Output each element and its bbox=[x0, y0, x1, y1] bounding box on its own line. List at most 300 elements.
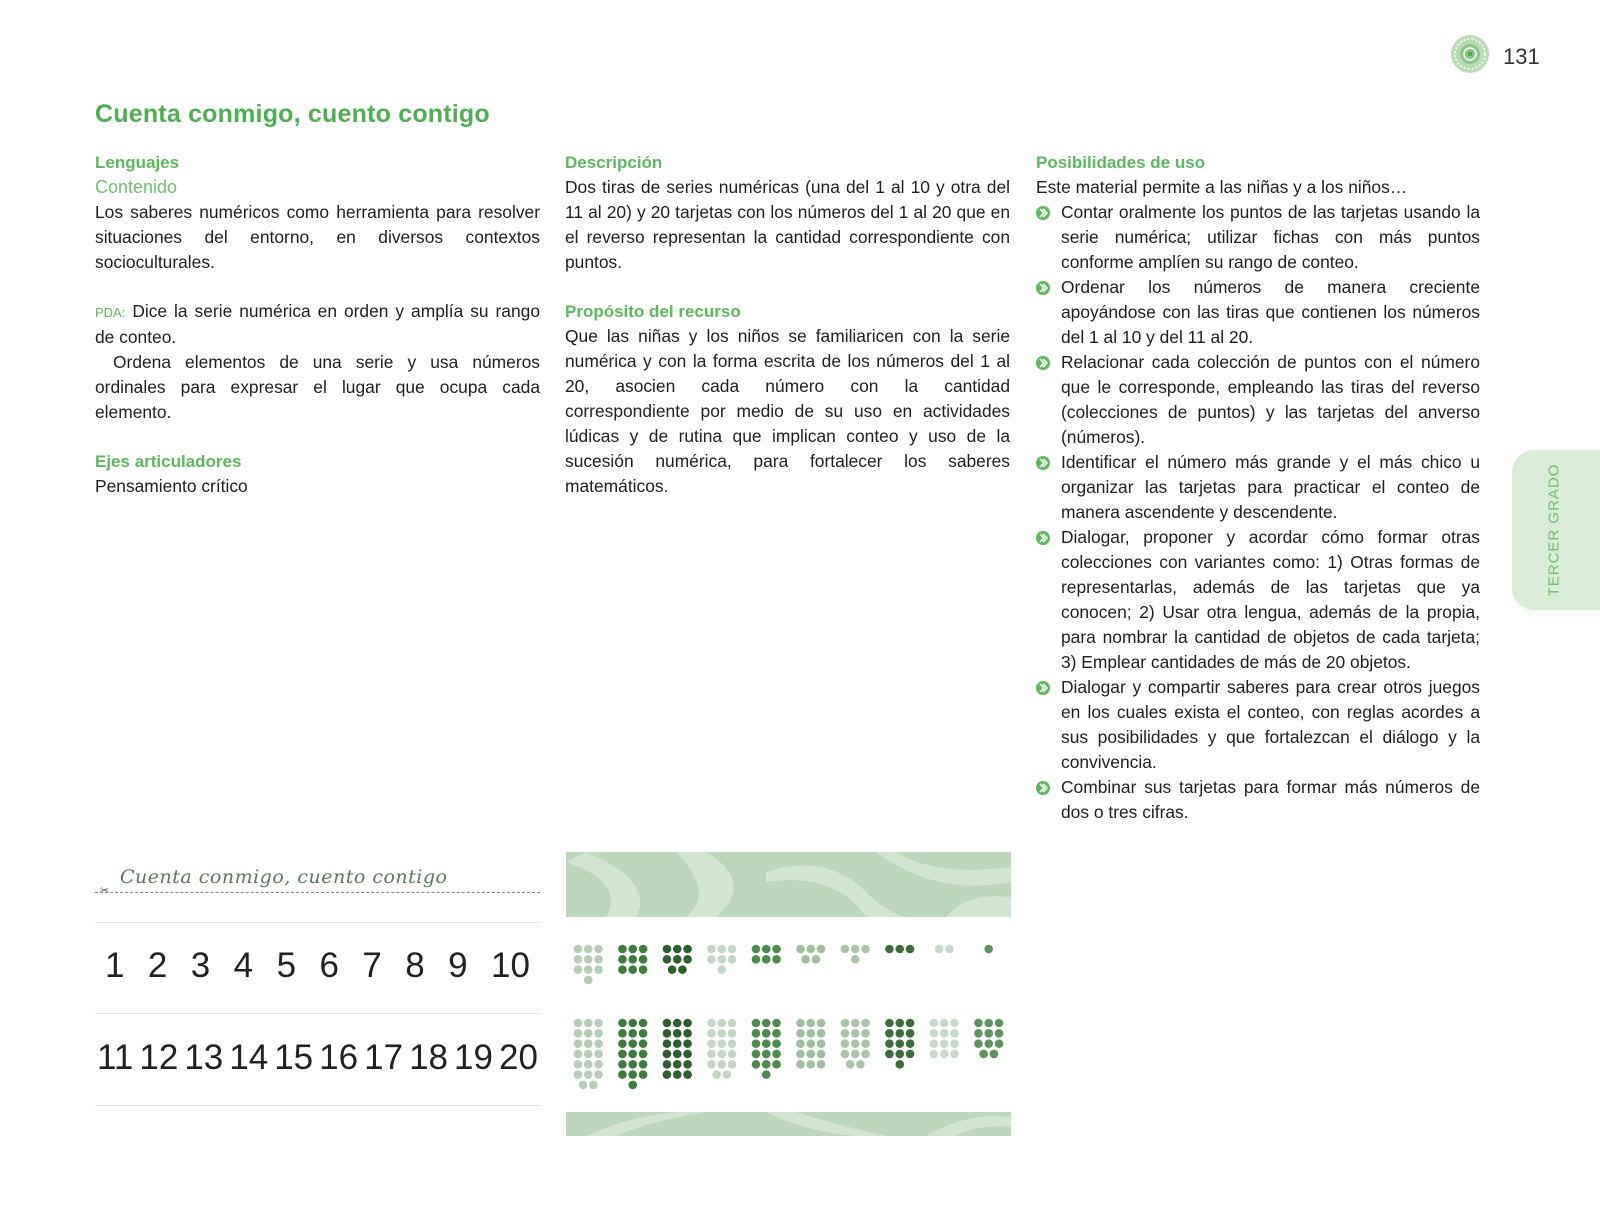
number-cell: 4 bbox=[233, 946, 254, 985]
dot bbox=[594, 1050, 603, 1059]
dot bbox=[584, 1070, 593, 1079]
number-cell: 18 bbox=[409, 1038, 449, 1077]
dot bbox=[895, 1029, 904, 1038]
dot bbox=[683, 1019, 692, 1028]
strip-title: Cuenta conmigo, cuento contigo bbox=[120, 866, 448, 888]
dot bbox=[594, 955, 603, 964]
posibilidades-intro: Este material permite a las niñas y a los niños… bbox=[1036, 177, 1408, 197]
dot bbox=[752, 945, 761, 954]
dot bbox=[851, 1029, 860, 1038]
double-chevron-icon bbox=[1036, 681, 1052, 695]
dot bbox=[712, 1070, 721, 1079]
list-item: Ordenar los números de manera creciente apoyándose con las tiras que contienen los números del 1 al 10 y del 11 al 20. bbox=[1036, 275, 1480, 350]
dot bbox=[707, 945, 716, 954]
dot bbox=[974, 1019, 983, 1028]
dot bbox=[574, 965, 583, 974]
dot bbox=[628, 965, 637, 974]
dot bbox=[673, 1029, 682, 1038]
dot bbox=[639, 965, 648, 974]
number-cell: 16 bbox=[319, 1038, 359, 1077]
dot bbox=[851, 945, 860, 954]
number-cell: 3 bbox=[190, 946, 211, 985]
dot bbox=[663, 1019, 672, 1028]
contenido-heading: Contenido bbox=[95, 177, 178, 197]
dot bbox=[594, 1070, 603, 1079]
dot bbox=[950, 1029, 959, 1038]
dot bbox=[772, 1050, 781, 1059]
list-item: Dialogar y compartir saberes para crear otros juegos en los cuales exista el conteo, con reglas acordes a sus posibilidades y que fortalezcan el diálogo y la convivencia. bbox=[1036, 675, 1480, 775]
dot bbox=[683, 945, 692, 954]
dot bbox=[618, 1070, 627, 1079]
dot bbox=[589, 1081, 598, 1090]
dot bbox=[885, 1019, 894, 1028]
dot bbox=[940, 1029, 949, 1038]
number-cell: 19 bbox=[454, 1038, 493, 1077]
dot bbox=[906, 1050, 915, 1059]
dot bbox=[801, 955, 810, 964]
dot bbox=[762, 1019, 771, 1028]
dot bbox=[673, 1050, 682, 1059]
list-item: Contar oralmente los puntos de las tarjetas usando la serie numérica; utilizar fichas con más puntos conforme amplíen su rango de conteo. bbox=[1036, 200, 1480, 275]
dot bbox=[895, 945, 904, 954]
dot bbox=[707, 1050, 716, 1059]
dot bbox=[885, 1039, 894, 1048]
list-item: Identificar el número más grande y el más chico u organizar las tarjetas para practicar el conteo de manera ascendente y descendente. bbox=[1036, 450, 1480, 525]
dot bbox=[584, 1039, 593, 1048]
page-title: Cuenta conmigo, cuento contigo bbox=[95, 100, 490, 128]
number-cell: 15 bbox=[274, 1038, 314, 1077]
dot bbox=[762, 955, 771, 964]
dot bbox=[574, 1060, 583, 1069]
dot bbox=[841, 945, 850, 954]
dot bbox=[594, 1019, 603, 1028]
dot bbox=[618, 965, 627, 974]
dot bbox=[717, 945, 726, 954]
dot bbox=[851, 1039, 860, 1048]
dot bbox=[990, 1050, 999, 1059]
uses-list bbox=[1036, 200, 1480, 825]
dot bbox=[817, 945, 826, 954]
list-item: Dialogar, proponer y acordar cómo formar otras colecciones con variantes como: 1) Otras formas de representarlas, además de las tarjetas que ya conocen; 2) Usar otra lengua, además de la propia, para nombrar la cantidad de objetos de cada tarjeta; 3) Emplear cantidades de más de 20 objetos. bbox=[1036, 525, 1480, 675]
dot-card bbox=[796, 1019, 825, 1069]
dot bbox=[707, 1039, 716, 1048]
dot bbox=[945, 945, 954, 954]
dot bbox=[762, 1050, 771, 1059]
number-cell: 7 bbox=[362, 946, 382, 985]
dot-cards-row-2 bbox=[566, 1015, 1011, 1105]
dot bbox=[663, 1039, 672, 1048]
dot bbox=[584, 1019, 593, 1028]
dot bbox=[974, 1039, 983, 1048]
dot bbox=[639, 1070, 648, 1079]
dot bbox=[618, 1060, 627, 1069]
dot bbox=[673, 955, 682, 964]
dot bbox=[584, 1050, 593, 1059]
dot bbox=[772, 1060, 781, 1069]
dot bbox=[618, 1029, 627, 1038]
dot bbox=[930, 1019, 939, 1028]
dot bbox=[584, 945, 593, 954]
dot bbox=[574, 945, 583, 954]
dot bbox=[752, 955, 761, 964]
list-item: Combinar sus tarjetas para formar más números de dos o tres cifras. bbox=[1036, 775, 1480, 825]
dot bbox=[846, 1060, 855, 1069]
number-cell: 8 bbox=[405, 946, 425, 985]
page-number: 131 bbox=[1503, 44, 1540, 69]
dot-card bbox=[663, 945, 692, 974]
dot bbox=[728, 955, 737, 964]
dot bbox=[772, 1039, 781, 1048]
dot bbox=[707, 955, 716, 964]
dot bbox=[594, 1039, 603, 1048]
pda-text: Dice la serie numérica en orden y amplía su rango de conteo. bbox=[95, 301, 540, 347]
dot bbox=[673, 945, 682, 954]
dot bbox=[895, 1039, 904, 1048]
zebra-band-top bbox=[566, 852, 1011, 917]
dot bbox=[851, 1050, 860, 1059]
dot bbox=[841, 1019, 850, 1028]
dot bbox=[752, 1050, 761, 1059]
dot-card bbox=[752, 1019, 781, 1079]
dot bbox=[728, 1060, 737, 1069]
dot bbox=[639, 945, 648, 954]
dot-card bbox=[841, 945, 870, 964]
descripcion-heading: Descripción bbox=[565, 153, 663, 172]
dot bbox=[995, 1039, 1004, 1048]
dot bbox=[984, 1039, 993, 1048]
dot bbox=[762, 945, 771, 954]
dot bbox=[628, 1050, 637, 1059]
dot bbox=[663, 1050, 672, 1059]
dot bbox=[628, 1060, 637, 1069]
dot bbox=[683, 1039, 692, 1048]
dot bbox=[628, 1081, 637, 1090]
dot bbox=[806, 1039, 815, 1048]
dot bbox=[817, 1029, 826, 1038]
dot bbox=[707, 1029, 716, 1038]
dot bbox=[584, 955, 593, 964]
double-chevron-icon bbox=[1036, 781, 1052, 795]
dot bbox=[683, 955, 692, 964]
dot bbox=[584, 1029, 593, 1038]
list-item: Relacionar cada colección de puntos con el número que le corresponde, empleando las tiras del reverso (colecciones de puntos) y las tarjetas del anverso (números). bbox=[1036, 350, 1480, 450]
number-cell: 6 bbox=[319, 946, 339, 985]
dot bbox=[628, 1019, 637, 1028]
dot bbox=[594, 1060, 603, 1069]
dot bbox=[574, 1070, 583, 1079]
dot bbox=[796, 1039, 805, 1048]
dot bbox=[906, 945, 915, 954]
dot bbox=[752, 1019, 761, 1028]
dot bbox=[772, 1019, 781, 1028]
dot bbox=[930, 1050, 939, 1059]
dot bbox=[796, 1029, 805, 1038]
dot bbox=[663, 955, 672, 964]
dot-card bbox=[618, 1019, 647, 1090]
pda-label: PDA: bbox=[95, 305, 126, 320]
dot bbox=[639, 1029, 648, 1038]
zebra-band-bottom bbox=[566, 1112, 1011, 1136]
dot bbox=[772, 1029, 781, 1038]
number-cell: 1 bbox=[105, 946, 125, 985]
dot bbox=[628, 1070, 637, 1079]
dot bbox=[673, 1060, 682, 1069]
dot bbox=[752, 1060, 761, 1069]
dot bbox=[974, 1029, 983, 1038]
dot bbox=[728, 1039, 737, 1048]
dot bbox=[683, 1029, 692, 1038]
dot bbox=[628, 1029, 637, 1038]
dot bbox=[940, 1050, 949, 1059]
number-cell: 14 bbox=[229, 1038, 269, 1077]
dot-card bbox=[930, 1019, 959, 1059]
divider bbox=[95, 922, 540, 923]
pda-text-2: Ordena elementos de una serie y usa números ordinales para expresar el lugar que ocupa cada elemento. bbox=[95, 352, 540, 422]
double-chevron-icon bbox=[1036, 356, 1052, 370]
dot bbox=[717, 1029, 726, 1038]
column-lenguajes bbox=[95, 150, 540, 499]
dot bbox=[812, 955, 821, 964]
number-cell: 5 bbox=[276, 946, 297, 985]
dot bbox=[762, 1029, 771, 1038]
dot bbox=[806, 1050, 815, 1059]
dot bbox=[950, 1050, 959, 1059]
dot-card bbox=[752, 945, 781, 964]
dot bbox=[806, 1029, 815, 1038]
column-posibilidades bbox=[1036, 150, 1480, 825]
emblem-icon bbox=[1450, 34, 1490, 74]
dot-card bbox=[663, 1019, 692, 1079]
dot bbox=[594, 965, 603, 974]
dot bbox=[618, 945, 627, 954]
dot bbox=[574, 955, 583, 964]
dot bbox=[683, 1050, 692, 1059]
dot bbox=[683, 1070, 692, 1079]
dot bbox=[717, 965, 726, 974]
column-descripcion bbox=[565, 150, 1010, 499]
dot bbox=[851, 955, 860, 964]
dot bbox=[663, 1029, 672, 1038]
dot bbox=[885, 1029, 894, 1038]
dot bbox=[639, 1050, 648, 1059]
number-strip-11-20 bbox=[95, 1038, 540, 1078]
dot bbox=[663, 945, 672, 954]
dot-card bbox=[885, 1019, 914, 1069]
dot bbox=[639, 955, 648, 964]
dot bbox=[752, 1029, 761, 1038]
dot bbox=[995, 1019, 1004, 1028]
dot bbox=[950, 1039, 959, 1048]
dot bbox=[663, 1070, 672, 1079]
dot bbox=[806, 1019, 815, 1028]
grade-label: TERCER GRADO bbox=[1545, 463, 1563, 597]
dot bbox=[594, 1029, 603, 1038]
dot bbox=[618, 1039, 627, 1048]
dot bbox=[895, 1060, 904, 1069]
dot bbox=[717, 1060, 726, 1069]
number-cell: 12 bbox=[139, 1038, 179, 1077]
dot bbox=[618, 1050, 627, 1059]
dot bbox=[717, 955, 726, 964]
dot bbox=[663, 1060, 672, 1069]
dot bbox=[895, 1050, 904, 1059]
dot bbox=[762, 1060, 771, 1069]
dot bbox=[584, 976, 593, 985]
dot bbox=[584, 1060, 593, 1069]
dot bbox=[861, 1050, 870, 1059]
dot bbox=[817, 1060, 826, 1069]
dot bbox=[584, 965, 593, 974]
dot bbox=[940, 1019, 949, 1028]
double-chevron-icon bbox=[1036, 206, 1052, 220]
dot bbox=[628, 945, 637, 954]
dot-card bbox=[574, 945, 603, 985]
dot bbox=[796, 1060, 805, 1069]
dot bbox=[861, 1019, 870, 1028]
dot bbox=[930, 1029, 939, 1038]
contenido-text: Los saberes numéricos como herramienta para resolver situaciones del entorno, en diversos contextos socioculturales. bbox=[95, 202, 540, 272]
dot bbox=[935, 945, 944, 954]
number-cell: 13 bbox=[184, 1038, 224, 1077]
dot bbox=[984, 1029, 993, 1038]
double-chevron-icon bbox=[1036, 281, 1052, 295]
proposito-heading: Propósito del recurso bbox=[565, 302, 741, 321]
dot bbox=[806, 1060, 815, 1069]
dot-card bbox=[974, 1019, 1003, 1059]
dot bbox=[895, 1019, 904, 1028]
dot-cards-row-1 bbox=[566, 940, 1011, 995]
dot bbox=[950, 1019, 959, 1028]
number-cell: 9 bbox=[448, 946, 468, 985]
number-cell: 2 bbox=[147, 946, 168, 985]
dot bbox=[841, 1039, 850, 1048]
dot bbox=[817, 1039, 826, 1048]
dot-card bbox=[984, 945, 993, 954]
grade-side-tab bbox=[1512, 450, 1600, 610]
number-strip-1-10 bbox=[95, 946, 540, 986]
lenguajes-heading: Lenguajes bbox=[95, 153, 180, 172]
dot bbox=[885, 945, 894, 954]
dot bbox=[574, 1019, 583, 1028]
dot bbox=[796, 1050, 805, 1059]
dot bbox=[728, 1029, 737, 1038]
dot bbox=[639, 1019, 648, 1028]
dot-card bbox=[707, 1019, 736, 1079]
dot bbox=[861, 1029, 870, 1038]
dot bbox=[717, 1050, 726, 1059]
cut-line bbox=[95, 892, 540, 893]
ejes-heading: Ejes articuladores bbox=[95, 452, 242, 471]
dot bbox=[574, 1050, 583, 1059]
dot bbox=[995, 1029, 1004, 1038]
ejes-text: Pensamiento crítico bbox=[95, 476, 248, 496]
number-cell: 17 bbox=[364, 1038, 404, 1077]
divider bbox=[95, 1105, 540, 1106]
dot bbox=[979, 1050, 988, 1059]
dot bbox=[772, 955, 781, 964]
dot bbox=[762, 1070, 771, 1079]
dot-card bbox=[574, 1019, 603, 1090]
double-chevron-icon bbox=[1036, 456, 1052, 470]
dot bbox=[717, 1039, 726, 1048]
double-chevron-icon bbox=[1036, 531, 1052, 545]
dot bbox=[861, 1039, 870, 1048]
dot bbox=[728, 945, 737, 954]
dot bbox=[841, 1029, 850, 1038]
divider bbox=[95, 1013, 540, 1014]
dot-card bbox=[796, 945, 825, 964]
dot bbox=[707, 1019, 716, 1028]
number-cell: 20 bbox=[498, 1038, 538, 1077]
dot bbox=[906, 1019, 915, 1028]
dot bbox=[851, 1019, 860, 1028]
dot bbox=[806, 945, 815, 954]
proposito-text: Que las niñas y los niños se familiaricen con la serie numérica y con la forma escrita de los números del 1 al 20, asocien cada número con la cantidad correspondiente por medio de su uso en actividades lúdicas y de rutina que implican conteo y uso de la sucesión numérica, para fortalecer los saberes matemáticos. bbox=[565, 326, 1010, 496]
dot bbox=[762, 1039, 771, 1048]
dot bbox=[984, 945, 993, 954]
number-cell: 11 bbox=[97, 1038, 134, 1077]
dot bbox=[707, 1060, 716, 1069]
posibilidades-heading: Posibilidades de uso bbox=[1036, 153, 1206, 172]
dot bbox=[752, 1039, 761, 1048]
dot bbox=[594, 945, 603, 954]
dot bbox=[861, 945, 870, 954]
dot bbox=[618, 955, 627, 964]
dot bbox=[906, 1029, 915, 1038]
dot-card bbox=[618, 945, 647, 974]
dot bbox=[673, 1070, 682, 1079]
dot bbox=[856, 1060, 865, 1069]
dot bbox=[639, 1039, 648, 1048]
dot bbox=[683, 1060, 692, 1069]
pda-paragraph bbox=[95, 299, 540, 350]
dot bbox=[817, 1019, 826, 1028]
dot-card bbox=[841, 1019, 870, 1069]
dot bbox=[940, 1039, 949, 1048]
dot bbox=[906, 1039, 915, 1048]
descripcion-text: Dos tiras de series numéricas (una del 1 al 10 y otra del 11 al 20) y 20 tarjetas con los números del 1 al 20 que en el reverso representan la cantidad correspondiente con puntos. bbox=[565, 177, 1010, 272]
dot bbox=[772, 945, 781, 954]
dot bbox=[673, 1039, 682, 1048]
dot bbox=[717, 1019, 726, 1028]
dot bbox=[579, 1081, 588, 1090]
dot-card bbox=[707, 945, 736, 974]
dot bbox=[639, 1060, 648, 1069]
dot bbox=[796, 945, 805, 954]
dot bbox=[673, 1019, 682, 1028]
dot-card bbox=[935, 945, 954, 954]
dot bbox=[618, 1019, 627, 1028]
dot bbox=[628, 1039, 637, 1048]
dot bbox=[984, 1019, 993, 1028]
dot bbox=[723, 1070, 732, 1079]
scissors-icon: ✂ bbox=[100, 885, 110, 897]
dot bbox=[728, 1019, 737, 1028]
dot bbox=[885, 1050, 894, 1059]
dot bbox=[668, 965, 677, 974]
dot bbox=[574, 1039, 583, 1048]
number-cell: 10 bbox=[491, 946, 530, 985]
dot bbox=[796, 1019, 805, 1028]
dot bbox=[841, 1050, 850, 1059]
dot bbox=[728, 1050, 737, 1059]
dot bbox=[930, 1039, 939, 1048]
dot-card bbox=[885, 945, 914, 954]
dot bbox=[678, 965, 687, 974]
dot bbox=[628, 955, 637, 964]
dot bbox=[574, 1029, 583, 1038]
dot bbox=[817, 1050, 826, 1059]
